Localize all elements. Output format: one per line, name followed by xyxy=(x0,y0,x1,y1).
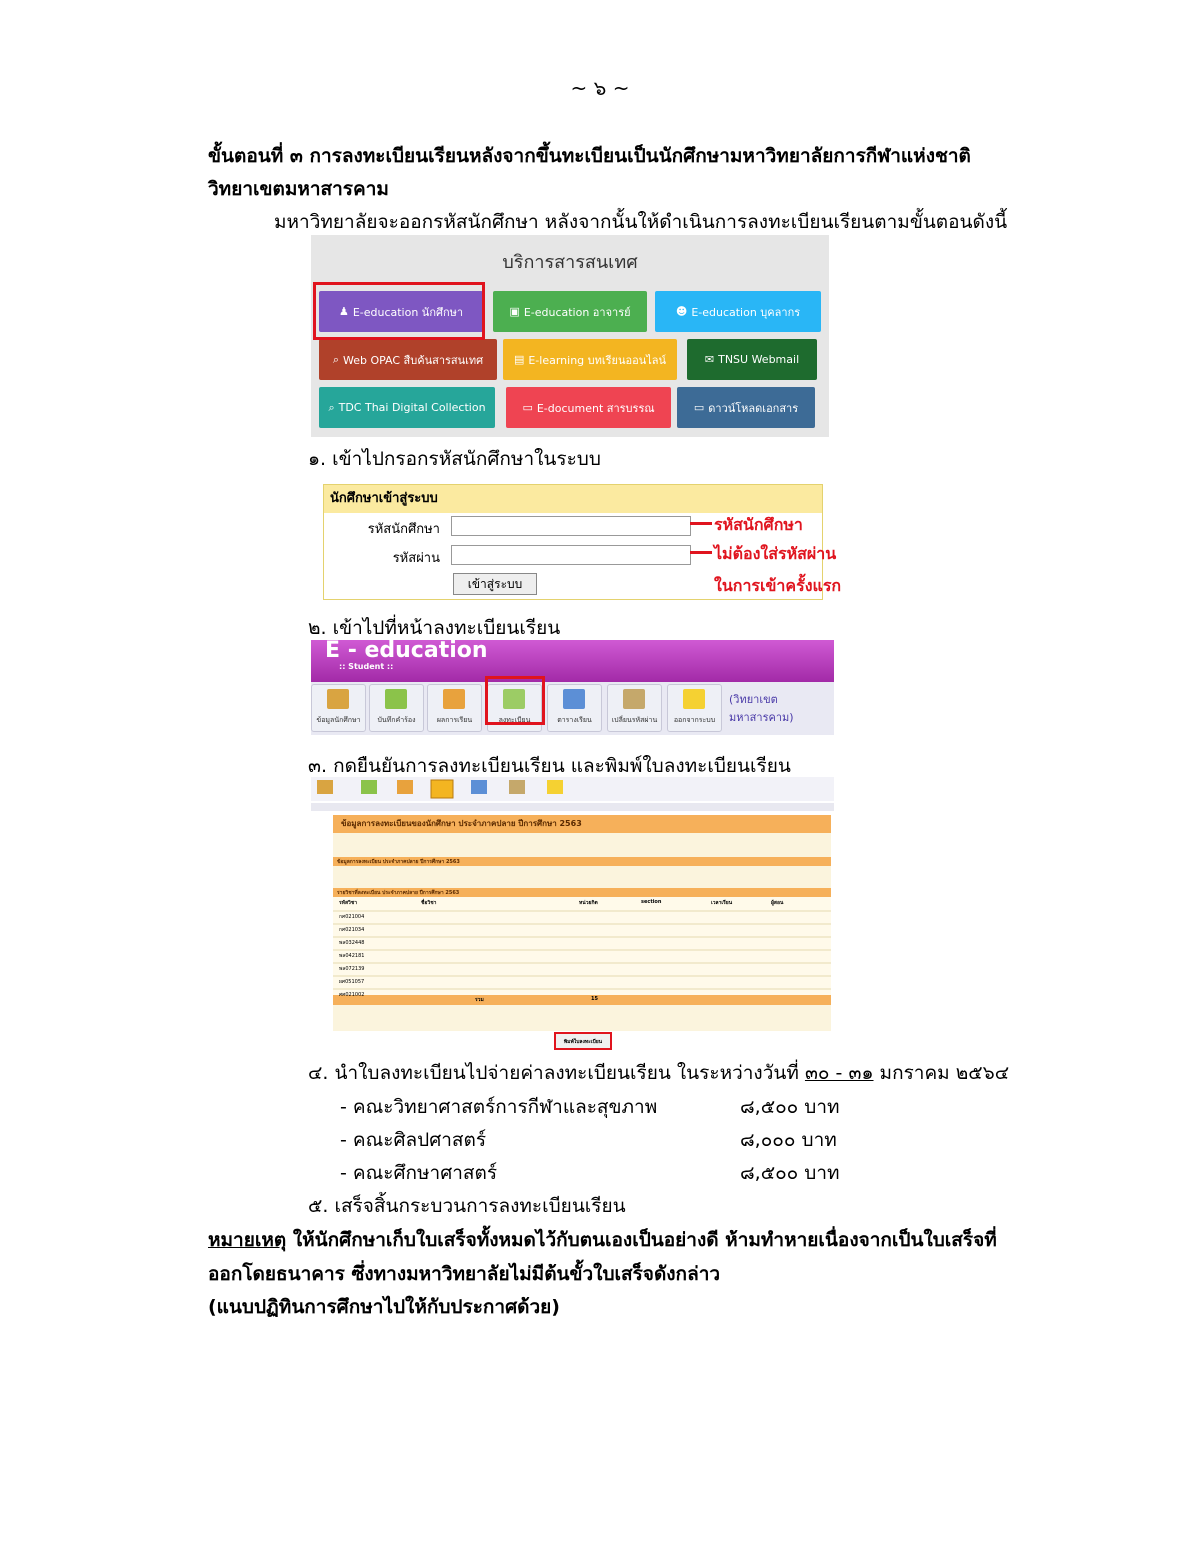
teacher-icon: ▣ xyxy=(509,305,520,318)
edu-logo: E - education xyxy=(325,638,488,663)
e-education-toolbar xyxy=(311,640,834,735)
reg-course-code: ผศ051057 xyxy=(339,979,365,985)
users-icon: ☻ xyxy=(675,305,688,318)
folder-icon: ▭ xyxy=(522,401,533,414)
step-1: ๑. เข้าไปกรอกรหัสนักศึกษาในระบบ xyxy=(308,448,601,470)
password-label: รหัสผ่าน xyxy=(392,551,440,566)
toolbar-label: บันทึกคำร้อง xyxy=(377,716,416,724)
mail-icon: ✉ xyxy=(704,353,715,366)
student-id-input[interactable] xyxy=(451,516,691,536)
service-button-9[interactable] xyxy=(677,387,815,428)
service-button-label: TNSU Webmail xyxy=(718,353,800,366)
note-line-3: (แนบปฏิทินการศึกษาไปให้กับประกาศด้วย) xyxy=(208,1296,560,1318)
reg-course-code: ศศ021002 xyxy=(339,992,365,998)
reg-column-header: section xyxy=(641,899,662,905)
service-button-label: E-education บุคลากร xyxy=(691,305,801,319)
reg-column-header: หน่วยกิต xyxy=(579,900,598,906)
reg-title: ข้อมูลการลงทะเบียนของนักศึกษา ประจำภาคปลาย ปีการศึกษา 2563 xyxy=(341,819,582,828)
service-button-6[interactable] xyxy=(687,339,817,380)
reg-section-2: รายวิชาที่ลงทะเบียน ประจำภาคปลาย ปีการศึกษา 2563 xyxy=(337,890,460,896)
service-button-label: TDC Thai Digital Collection xyxy=(338,401,486,414)
fee-faculty-3: - คณะศึกษาศาสตร์ xyxy=(340,1162,498,1184)
toolbar-icon xyxy=(683,689,705,709)
service-button-7[interactable] xyxy=(319,387,495,428)
service-button-5[interactable] xyxy=(503,339,677,380)
book-icon: ▤ xyxy=(513,353,525,366)
annot-student-id: รหัสนักศึกษา xyxy=(714,515,803,534)
toolbar-label: ผลการเรียน xyxy=(436,716,473,724)
services-title: บริการสารสนเทศ xyxy=(502,252,638,273)
edu-subtitle: :: Student :: xyxy=(339,662,394,671)
folder-icon: ▭ xyxy=(693,401,705,414)
note-text-1: ให้นักศึกษาเก็บใบเสร็จทั้งหมดไว้กับตนเองเป็นอย่างดี ห้ามทำหายเนื่องจากเป็นใบเสร็จที่ xyxy=(286,1229,997,1251)
service-button-label: E-education อาจารย์ xyxy=(523,305,631,319)
register-highlight xyxy=(485,676,545,725)
service-button-3[interactable] xyxy=(655,291,821,332)
reg-total-label: รวม xyxy=(475,997,484,1003)
step-4-dates: ๓๐ - ๓๑ xyxy=(804,1062,874,1084)
note-line-1 xyxy=(208,1225,997,1255)
toolbar-icon xyxy=(443,689,465,709)
services-panel xyxy=(311,235,829,437)
arrow-id xyxy=(690,522,712,525)
reg-course-code: พล042181 xyxy=(339,953,365,959)
login-submit-button[interactable]: เข้าสู่ระบบ xyxy=(453,573,537,595)
login-title: นักศึกษาเข้าสู่ระบบ xyxy=(324,485,822,513)
service-button-label: ดาวน์โหลดเอกสาร xyxy=(708,401,799,415)
toolbar-button-1[interactable] xyxy=(311,684,366,732)
toolbar-label: ลงทะเบียน xyxy=(498,716,531,724)
toolbar-button-2[interactable] xyxy=(369,684,424,732)
service-button-8[interactable] xyxy=(506,387,671,428)
service-button-label: E-document สารบรรณ xyxy=(536,401,655,415)
toolbar-icon xyxy=(327,689,349,709)
toolbar-button-6[interactable] xyxy=(607,684,662,732)
arrow-pw xyxy=(690,551,712,554)
toolbar-label: เปลี่ยนรหัสผ่าน xyxy=(611,716,658,724)
fee-amount-3: ๘,๕๐๐ บาท xyxy=(740,1162,840,1184)
heading-line-1: ขั้นตอนที่ ๓ การลงทะเบียนเรียนหลังจากขึ้นทะเบียนเป็นนักศึกษามหาวิทยาลัยการกีฬาแห่งชาติ xyxy=(208,145,971,167)
step-2: ๒. เข้าไปที่หน้าลงทะเบียนเรียน xyxy=(308,617,561,639)
fee-amount-2: ๘,๐๐๐ บาท xyxy=(740,1129,837,1151)
reg-total: 15 xyxy=(591,996,598,1002)
search-icon: ⌕ xyxy=(328,400,335,414)
toolbar-icon xyxy=(563,689,585,709)
toolbar-button-3[interactable] xyxy=(427,684,482,732)
toolbar-button-5[interactable] xyxy=(547,684,602,732)
toolbar-label: ข้อมูลนักศึกษา xyxy=(316,716,361,724)
fee-faculty-1: - คณะวิทยาศาสตร์การกีฬาและสุขภาพ xyxy=(340,1096,658,1118)
reg-course-code: กศ021034 xyxy=(339,927,365,933)
heading-line-2: วิทยาเขตมหาสารคาม xyxy=(208,178,389,200)
fee-amount-1: ๘,๕๐๐ บาท xyxy=(740,1096,840,1118)
reg-course-code: พล032448 xyxy=(339,940,365,946)
reg-course-code: กศ021004 xyxy=(339,914,365,920)
student-button-highlight xyxy=(313,282,485,340)
fee-faculty-2: - คณะศิลปศาสตร์ xyxy=(340,1129,487,1151)
step-3: ๓. กดยืนยันการลงทะเบียนเรียน และพิมพ์ใบลงทะเบียนเรียน xyxy=(308,755,791,777)
reg-course-code: พล072139 xyxy=(339,966,365,972)
student-id-label: รหัสนักศึกษา xyxy=(367,522,440,537)
service-button-2[interactable] xyxy=(493,291,647,332)
registration-screenshot xyxy=(311,777,834,1053)
reg-column-header: ชื่อวิชา xyxy=(421,900,437,906)
toolbar-button-7[interactable] xyxy=(667,684,722,732)
annot-password-2: ในการเข้าครั้งแรก xyxy=(714,576,842,595)
reg-column-header: รหัสวิชา xyxy=(339,900,358,906)
reg-column-header: ผู้สอน xyxy=(771,900,784,906)
toolbar-label: ออกจากระบบ xyxy=(673,716,716,724)
toolbar-label: ตารางเรียน xyxy=(557,716,592,724)
page-number: ~ ๖ ~ xyxy=(570,76,630,100)
search-icon: ⌕ xyxy=(332,352,339,366)
reg-column-header: เวลาเรียน xyxy=(711,900,733,906)
note-line-2: ออกโดยธนาคาร ซึ่งทางมหาวิทยาลัยไม่มีต้นขั้วใบเสร็จดังกล่าว xyxy=(208,1263,721,1285)
graduate-icon: ♟ xyxy=(338,305,349,318)
mini-toolbar xyxy=(311,777,834,801)
step-4-text: ๔. นำใบลงทะเบียนไปจ่ายค่าลงทะเบียนเรียน ในระหว่างวันที่ xyxy=(308,1062,805,1084)
service-button-label: E-education นักศึกษา xyxy=(352,305,464,319)
reg-section-1: ข้อมูลการลงทะเบียน ประจำภาคปลาย ปีการศึกษา 2563 xyxy=(337,859,460,865)
print-registration-button[interactable]: พิมพ์ใบลงทะเบียน xyxy=(563,1039,603,1045)
step-4-month: มกราคม ๒๕๖๔ xyxy=(873,1062,1010,1084)
toolbar-icon xyxy=(385,689,407,709)
note-label: หมายเหตุ xyxy=(208,1229,287,1251)
password-input[interactable] xyxy=(451,545,691,565)
service-button-4[interactable] xyxy=(319,339,497,380)
service-button-label: Web OPAC สืบค้นสารสนเทศ xyxy=(342,353,484,367)
step-5: ๕. เสร็จสิ้นกระบวนการลงทะเบียนเรียน xyxy=(308,1195,626,1217)
intro-text: มหาวิทยาลัยจะออกรหัสนักศึกษา หลังจากนั้นให้ดำเนินการลงทะเบียนเรียนตามขั้นตอนดังนี้ xyxy=(274,211,1008,233)
service-button-label: E-learning บทเรียนออนไลน์ xyxy=(528,353,667,367)
annot-password-1: ไม่ต้องใส่รหัสผ่าน xyxy=(714,544,837,563)
campus-label: (วิทยาเขตมหาสารคาม) xyxy=(729,693,794,724)
step-4 xyxy=(308,1058,1009,1088)
toolbar-icon xyxy=(623,689,645,709)
